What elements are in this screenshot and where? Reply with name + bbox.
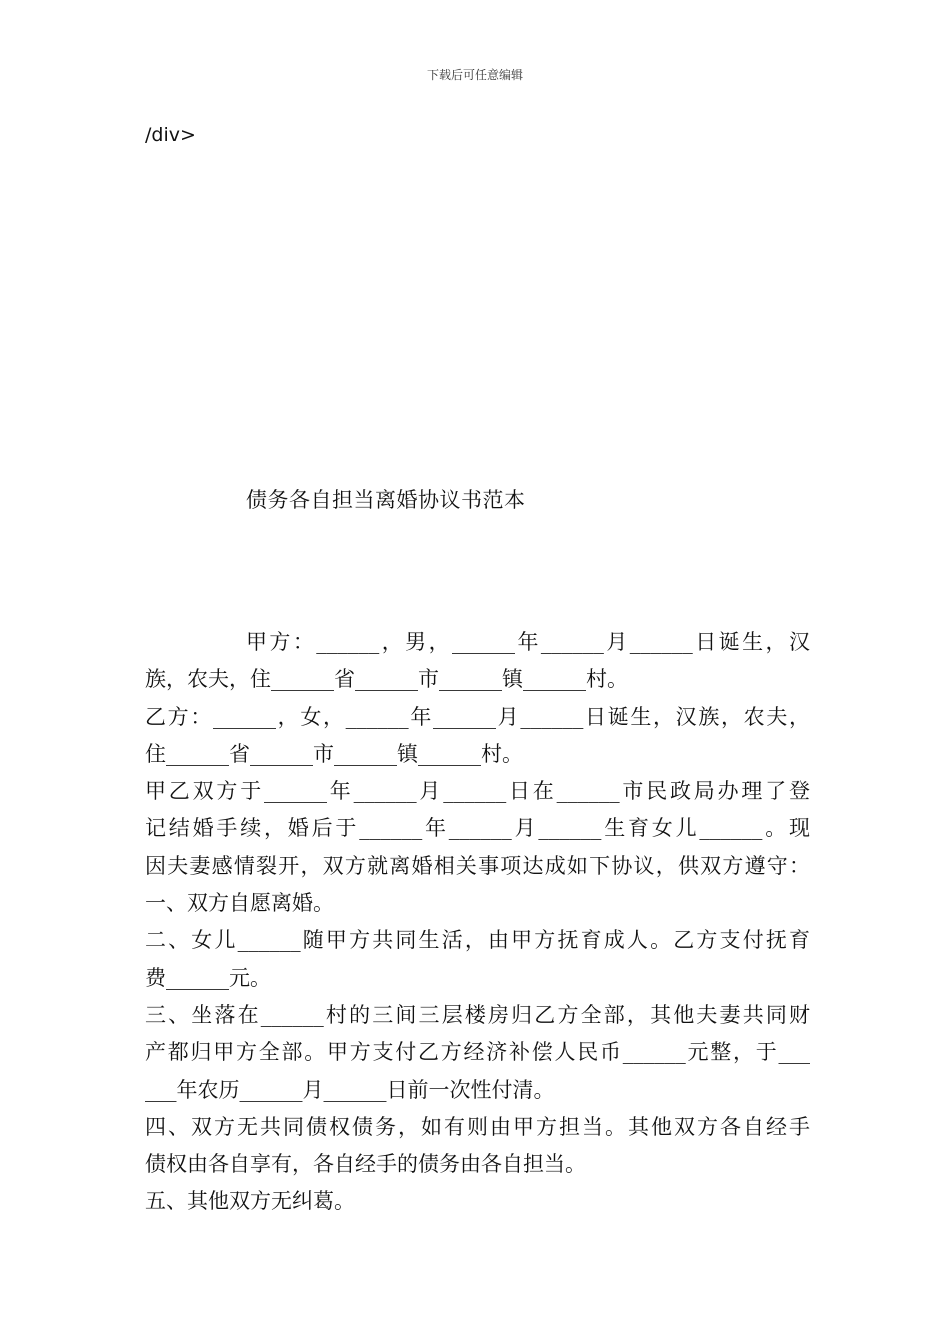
body-line: 一、双方自愿离婚。 [145,891,334,916]
header-note: 下载后可任意编辑 [426,68,523,82]
body-line: 住______省______市______镇______村。 [145,741,523,766]
document-body [145,624,810,1221]
body-line: 费______元。 [145,965,271,990]
document-title: 债务各自担当离婚协议书范本 [246,488,526,512]
code-remnant-text: /div> [145,124,196,146]
body-line: 记结婚手续，婚后于______年______月______生育女儿______。现 [145,816,810,841]
body-line: 族，农夫，住______省______市______镇______村。 [145,667,628,692]
body-line: 三、坐落在______村的三间三层楼房归乙方全部，其他夫妻共同财 [145,1002,810,1027]
body-line: 甲方：______，男，______年______月______日诞生，汉 [246,630,810,654]
body-line: 产都归甲方全部。甲方支付乙方经济补偿人民币______元整，于___ [145,1040,810,1065]
body-line: 二、女儿______随甲方共同生活，由甲方抚育成人。乙方支付抚育 [145,928,810,953]
body-line: ___年农历______月______日前一次性付清。 [145,1077,555,1102]
body-line: 因夫妻感情裂开，双方就离婚相关事项达成如下协议，供双方遵守： [145,853,810,878]
body-line: 甲乙双方于______年______月______日在______市民政局办理了登 [145,779,810,804]
body-line: 乙方：______，女，______年______月______日诞生，汉族，农夫， [145,704,810,729]
body-line: 四、双方无共同债权债务，如有则由甲方担当。其他双方各自经手 [145,1114,810,1139]
body-line: 债权由各自享有，各自经手的债务由各自担当。 [145,1152,586,1177]
body-line: 五、其他双方无纠葛。 [145,1189,355,1214]
